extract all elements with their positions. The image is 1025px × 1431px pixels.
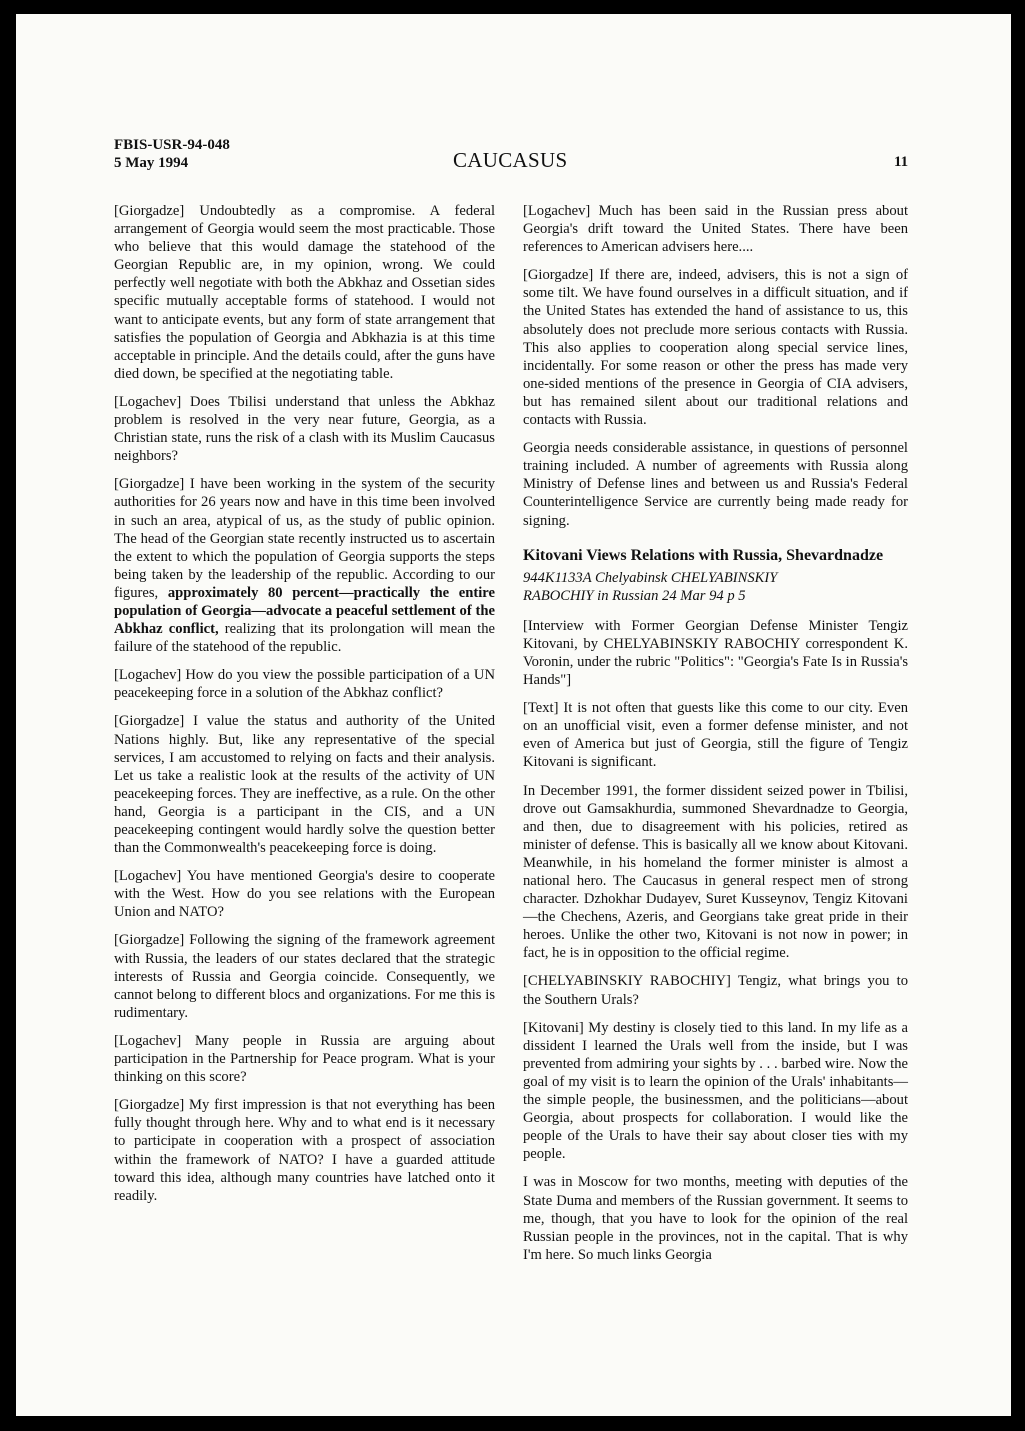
page-number: 11 (894, 154, 909, 170)
paragraph: [Logachev] How do you view the possible participation of a UN peacekeeping force in a solution of the Abkhaz conflict? (114, 667, 495, 702)
paragraph-text: [Giorgadze] I have been working in the system of the security authorities for 26 years now and have in this time been involved in such an area, atypical of us, as the study of public opinion. The head of the Georgian state recently instructed us to ascertain the extent to which the population of Georgia supports the steps being taken by the leadership of the republic. According to our figures, (114, 476, 495, 601)
section-title: CAUCASUS (453, 148, 568, 172)
document-page (16, 14, 1011, 1416)
document-date: 5 May 1994 (114, 155, 189, 171)
paragraph: Georgia needs considerable assistance, in questions of personnel training included. A number of agreements with Russia along Ministry of Defense lines and between us and Russia's Federal Counterintelligence Service are currently being made ready for signing. (523, 440, 908, 529)
bold-emphasis: approximately 80 percent—practically the entire population of Georgia—advocate a peaceful settlement of the Abkhaz conflict, (114, 584, 495, 638)
article-source (523, 569, 908, 605)
paragraph-text: realizing that its prolongation will mean the failure of the statehood of the republic. (114, 621, 495, 656)
paragraph: [Text] It is not often that guests like this come to our city. Even on an unofficial visit, even a former defense minister, and not even of America but just of Georgia, still the figure of Tengiz Kitovani is significant. (523, 700, 908, 771)
paragraph: [Logachev] You have mentioned Georgia's desire to cooperate with the West. How do you see relations with the European Union and NATO? (114, 868, 495, 921)
paragraph: [Giorgadze] Undoubtedly as a compromise. A federal arrangement of Georgia would seem the most practicable. Those who believe that this would damage the statehood of the Georgian Republic are, in my opinion, wrong. We could perfectly well negotiate with both the Abkhaz and Ossetian sides specific mutually acceptable forms of statehood. I would not want to anticipate events, but any form of state arrangement that satisfies the population of Georgia and Abkhazia is at this time acceptable in principle. And the details could, after the guns have died down, be specified at the negotiating table. (114, 203, 495, 382)
document-id: FBIS-USR-94-048 (114, 137, 230, 153)
page-header-left (114, 136, 230, 172)
paragraph: [Kitovani] My destiny is closely tied to this land. In my life as a dissident I learned the Urals well from the inside, but I was prevented from admiring your sights by . . . barbed wire. Now the goal of my visit is to learn the opinion of the Urals' inhabitants—the simple people, the businessmen, and the politicians—about Georgia, about prospects for collaboration. I would like the people of the Urals to have their say about closer ties with my people. (523, 1019, 908, 1163)
paragraph: [Logachev] Much has been said in the Russian press about Georgia's drift toward the United States. There have been references to American advisers here.... (523, 203, 908, 256)
paragraph: [Giorgadze] My first impression is that not everything has been fully thought through here. Why and to what end is it necessary to participate in cooperation with a prospect of association within the framework of NATO? I have a guarded attitude toward this idea, although many countries have latched onto it readily. (114, 1097, 495, 1204)
article-title: Kitovani Views Relations with Russia, Shevardnadze (523, 546, 884, 564)
paragraph: In December 1991, the former dissident seized power in Tbilisi, drove out Gamsakhurdia, summoned Shevardnadze to Georgia, and then, due to disagreement with his policies, retired as minister of defense. This is basically all we know about Kitovani. Meanwhile, in his homeland the former minister is almost a national hero. The Caucasus in general respect men of strong character. Dzhokhar Dudayev, Suret Kusseynov, Tengiz Kitovani—the Chechens, Azeris, and Georgians take great pride in their heroes. Unlike the other two, Kitovani is not now in power; in fact, he is in opposition to the official regime. (523, 782, 908, 962)
paragraph: [Giorgadze] If there are, indeed, advisers, this is not a sign of some tilt. We have found ourselves in a difficult situation, and if the United States has extended the hand of assistance to us, this absolutely does not preclude more serious contacts with Russia. This also applies to cooperation along special service lines, incidentally. For some reason or other the press has made very one-sided mentions of the presence in Georgia of CIA advisers, but has remained silent about our traditional relations and contacts with Russia. (523, 267, 908, 429)
paragraph: [Logachev] Does Tbilisi understand that unless the Abkhaz problem is resolved in the very near future, Georgia, as a Christian state, runs the risk of a clash with its Muslim Caucasus neighbors? (114, 393, 495, 465)
paragraph: [Giorgadze] Following the signing of the framework agreement with Russia, the leaders of our states declared that the strategic interests of Russia and Georgia coincide. Consequently, we cannot belong to different blocs and organizations. For me this is rudimentary. (114, 932, 495, 1021)
paragraph: I was in Moscow for two months, meeting with deputies of the State Duma and members of the Russian government. It seems to me, though, that you have to look for the opinion of the real Russian people in the provinces, not in the capital. That is why I'm here. So much links Georgia (523, 1174, 908, 1263)
paragraph: [Interview with Former Georgian Defense Minister Tengiz Kitovani, by CHELYABINSKIY RABOCHIY correspondent K. Voronin, under the rubric "Politics": "Georgia's Fate Is in Russia's Hands"] (523, 617, 908, 689)
source-line: 944K1133A Chelyabinsk CHELYABINSKIY (523, 569, 778, 586)
left-column (114, 202, 495, 1215)
paragraph: [Logachev] Many people in Russia are arguing about participation in the Partnership for Peace program. What is your thinking on this score? (114, 1032, 495, 1086)
source-line: RABOCHIY in Russian 24 Mar 94 p 5 (523, 587, 746, 604)
right-column (523, 202, 908, 1274)
paragraph: [CHELYABINSKIY RABOCHIY] Tengiz, what brings you to the Southern Urals? (523, 973, 908, 1008)
paragraph-with-bold (114, 475, 495, 656)
paragraph: [Giorgadze] I value the status and authority of the United Nations highly. But, like any representative of the special services, I am accustomed to relying on facts and their analysis. Let us take a realistic look at the results of the activity of UN peacekeeping forces. They are ineffective, as a rule. On the other hand, Georgia is a participant in the CIS, and a UN peacekeeping contingent would hardly solve the question better than the Commonwealth's peacekeeping force is doing. (114, 713, 495, 857)
